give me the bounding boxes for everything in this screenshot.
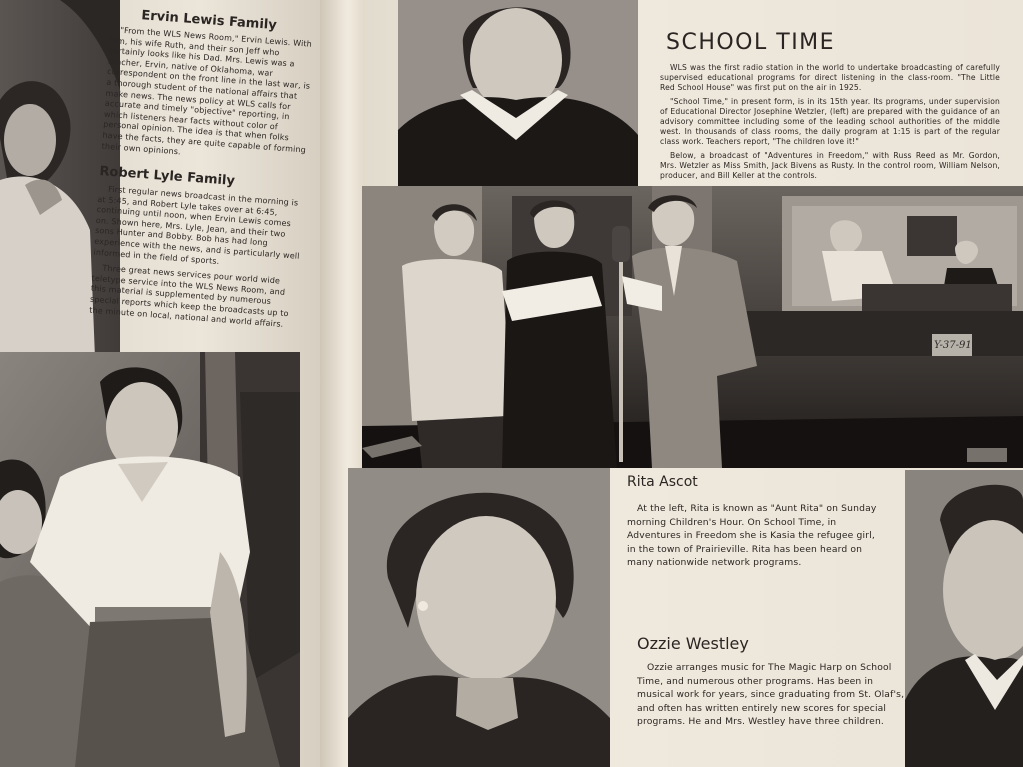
rita-ascot-paragraph: At the left, Rita is known as "Aunt Rita" on Sunday morning Children's Hour. On School Time, in Adventures in Freedom she is Kasia the refugee girl, in the town of Prairieville. Rita has been heard on many nationwide network programs. xyxy=(627,503,877,568)
adventures-in-freedom-studio-photo xyxy=(362,186,1023,468)
ozzie-westley-body xyxy=(637,661,905,729)
rita-ascot-body xyxy=(627,502,877,570)
robert-lyle-family-photo xyxy=(0,352,300,767)
ervin-lewis-text xyxy=(101,6,317,172)
school-time-body xyxy=(660,63,1000,181)
school-time-heading: SCHOOL TIME xyxy=(666,30,836,55)
ozzie-westley-portrait xyxy=(905,470,1023,767)
school-time-paragraph-1: WLS was the first radio station in the world to undertake broadcasting of carefully supervised educational programs for direct listening in the class-room. "The Little Red School House" was first put on the air in 1925. xyxy=(660,63,1000,92)
photo-negative-tag: Y-37-91 xyxy=(934,340,972,351)
school-time-paragraph-3: Below, a broadcast of "Adventures in Freedom," with Russ Reed as Mr. Gordon, Mrs. Wetzler as Miss Smith, Jack Bivens as Rusty. In the control room, William Nelson, producer, and Bill Keller at the controls. xyxy=(660,151,1000,180)
ervin-lewis-paragraph: "From the WLS News Room," Ervin Lewis. With him, his wife Ruth, and their son Jeff who certainly looks like his Dad. Mrs. Lewis was a teacher, Ervin, native of Oklahoma, war correspondent on the front line in the last war, is a thorough student of the national affairs that make news. The news policy at WLS calls for accurate and timely "objective" reporting, in which listeners hear facts without color of personal opinion. The idea is that when folks have the facts, they are quite capable of forming their own opinions. xyxy=(101,25,313,156)
robert-lyle-heading: Robert Lyle Family xyxy=(98,164,236,189)
ozzie-westley-paragraph: Ozzie arranges music for The Magic Harp on School Time, and numerous other programs. Has been in musical work for years, since graduating from St. Olaf's, and often has written entirely new scores for special programs. He and Mrs. Westley have three children. xyxy=(637,662,905,727)
school-time-text xyxy=(660,30,1000,186)
robert-lyle-body xyxy=(89,184,304,331)
rita-ascot-heading: Rita Ascot xyxy=(627,474,698,490)
robert-lyle-paragraph-2: Three great news services pour world wide teletype service into the WLS News Room, and this material is supplemented by numerous special reports which keep the broadcasts up to the minute on local, national and world affairs. xyxy=(88,263,289,329)
rita-ascot-portrait xyxy=(348,468,610,767)
josephine-wetzler-portrait xyxy=(398,0,638,190)
ozzie-westley-text xyxy=(637,634,905,734)
ozzie-westley-heading: Ozzie Westley xyxy=(637,634,749,653)
ervin-lewis-body xyxy=(101,25,315,167)
ervin-lewis-heading: Ervin Lewis Family xyxy=(140,8,278,34)
school-time-paragraph-2: "School Time," in present form, is in its 15th year. Its programs, under supervision of Educational Director Josephine Wetzler, (left) are prepared with the guidance of an advisory committee including some of the leading school authorities of the middle west. In thousands of class rooms, the daily program at 1:15 is part of the regular class work. Teachers report, "The children love it!" xyxy=(660,97,1000,146)
rita-ascot-text xyxy=(627,474,877,575)
robert-lyle-text xyxy=(88,164,305,336)
robert-lyle-paragraph-1: First regular news broadcast in the morning is at 5:45, and Robert Lyle takes over at 6:45, continuing until noon, when Ervin Lewis comes on. Shown here, Mrs. Lyle, Jean, and their two sons Hunter and Bobby. Bob has had long experience with the news, and is particularly well informed in the field of sports. xyxy=(93,184,300,266)
